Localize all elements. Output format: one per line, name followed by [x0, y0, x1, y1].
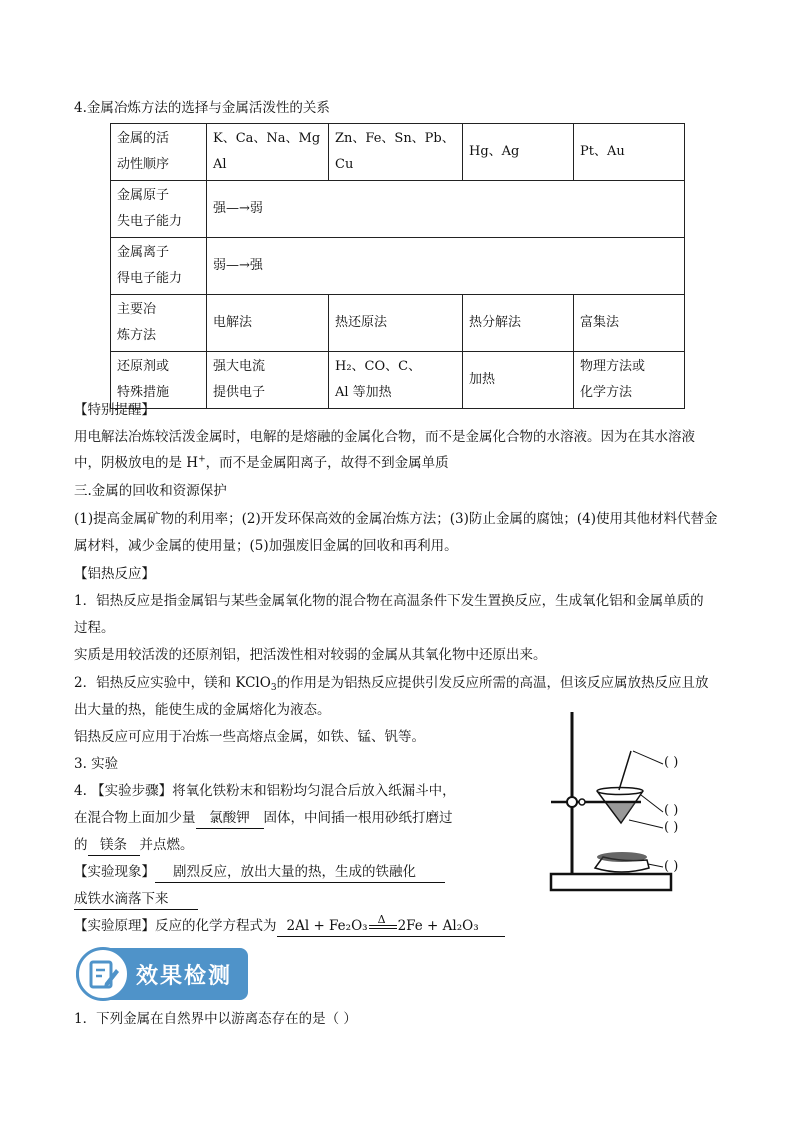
table-row [111, 181, 685, 238]
stand-base [551, 874, 671, 890]
section3-line-1: (1)提高金属矿物的利用率；(2)开发环保高效的金属冶炼方法；(3)防止金属的腐蚀；(4)使用其他材料代替金 [74, 511, 718, 527]
table-cell: K、Ca、Na、Mg Al [207, 124, 329, 181]
phenomenon-line-2 [74, 889, 198, 910]
section3-line-2: 属材料，减少金属的使用量；(5)加强废旧金属的回收和再利用。 [74, 538, 458, 554]
table-cell: 热分解法 [463, 295, 574, 352]
equation-arrow [369, 912, 397, 933]
tip-line-2: 中，阴极放电的是 H+，而不是金属阳离子，故得不到金属单质 [74, 454, 449, 471]
tip-line-1: 用电解法冶炼较活泼金属时，电解的是熔融的金属化合物，而不是金属化合物的水溶液。因为在其水溶液 [74, 429, 695, 445]
diagram-blank: ( ) [664, 755, 679, 770]
label-pointer [633, 751, 663, 764]
paragraph-1-line-2: 过程。 [74, 620, 115, 636]
table-cell: Zn、Fe、Sn、Pb、Cu [329, 124, 463, 181]
experiment-steps-line-2: 在混合物上面加少量 氯酸钾 固体，中间插一根用砂纸打磨过 [74, 808, 453, 829]
table-cell: 富集法 [574, 295, 685, 352]
answer-blank: 氯酸钾 [196, 808, 264, 829]
experiment-steps-line-3: 的 镁条 并点燃。 [74, 835, 194, 856]
label-pointer [648, 864, 663, 867]
diagram-blank: ( ) [664, 859, 679, 874]
paragraph-3: 3. 实验 [74, 756, 119, 772]
answer-blank: 剧烈反应，放出大量的热，生成的铁融化 [155, 862, 445, 883]
clamp-screw [567, 797, 577, 807]
heat-condition: Δ [377, 912, 386, 926]
paragraph-1-line-3: 实质是用较活泼的还原剂铝，把活泼性相对较弱的金属从其氧化物中还原出来。 [74, 647, 547, 663]
experiment-steps-line-1: 4. 【实验步骤】将氧化铁粉末和铝粉均匀混合后放入纸漏斗中， [74, 783, 456, 799]
table-cell: 热还原法 [329, 295, 463, 352]
table-row [111, 124, 685, 181]
table-cell: Hg、Ag [463, 124, 574, 181]
section4-title: 4.金属冶炼方法的选择与金属活泼性的关系 [74, 100, 330, 116]
metal-activity-table [110, 123, 685, 409]
diagram-blank: ( ) [664, 820, 679, 835]
banner-badge [76, 947, 130, 1001]
table-cell: 加热 [463, 352, 574, 409]
paragraph-2-line-3: 铝热反应可应用于冶炼一些高熔点金属，如铁、锰、钒等。 [74, 729, 425, 745]
table-cell: 电解法 [207, 295, 329, 352]
tip-heading: 【特别提醒】 [74, 402, 155, 418]
sand [597, 852, 647, 862]
table-row [111, 238, 685, 295]
table-cell: 物理方法或 化学方法 [574, 352, 685, 409]
thermite-mixture [607, 803, 635, 822]
section3-title: 三.金属的回收和资源保护 [74, 483, 227, 499]
table-row [111, 352, 685, 409]
label-pointer [629, 820, 663, 828]
thermite-apparatus-diagram [545, 706, 725, 898]
table-cell: Pt、Au [574, 124, 685, 181]
row-label: 金属的活 动性顺序 [111, 124, 207, 181]
banner-title: 效果检测 [136, 964, 233, 989]
thermite-heading: 【铝热反应】 [74, 566, 155, 582]
answer-blank: 成铁水滴落下来 [74, 889, 198, 910]
row-label: 金属原子 失电子能力 [111, 181, 207, 238]
edit-note-icon [79, 950, 127, 998]
paragraph-1-line-1: 1．铝热反应是指金属铝与某些金属氧化物的混合物在高温条件下发生置换反应，生成氧化铝和金属单质的 [74, 593, 704, 609]
row-label: 主要冶 炼方法 [111, 295, 207, 352]
paragraph-2-line-2: 出大量的热，能使生成的金属熔化为液态。 [74, 702, 331, 718]
row-label: 还原剂或 特殊措施 [111, 352, 207, 409]
question-1: 1．下列金属在自然界中以游离态存在的是（ ） [74, 1011, 357, 1027]
paragraph-2-line-1: 2．铝热反应实验中，镁和 KClO$_3$的作用是为铝热反应提供引发反应所需的高温，但该反应属放热反应且放 [74, 675, 709, 693]
phenomenon-line-1: 【实验现象】 剧烈反应，放出大量的热，生成的铁融化 [74, 862, 445, 883]
label-pointer [641, 795, 663, 812]
answer-blank: 镁条 [88, 835, 140, 856]
table-cell: 强大电流 提供电子 [207, 352, 329, 409]
table-row [111, 295, 685, 352]
equation: 2Al + Fe₂O₃ Δ 2Fe + Al₂O₃ [277, 916, 505, 937]
table-cell: 强—→弱 [207, 181, 685, 238]
table-cell: 弱—→强 [207, 238, 685, 295]
table-cell: H₂、CO、C、 Al 等加热 [329, 352, 463, 409]
diagram-blank: ( ) [664, 803, 679, 818]
magnesium-strip [619, 751, 631, 790]
principle-line: 【实验原理】反应的化学方程式为 2Al + Fe₂O₃ Δ 2Fe + Al₂O₃ [74, 916, 505, 937]
row-label: 金属离子 得电子能力 [111, 238, 207, 295]
